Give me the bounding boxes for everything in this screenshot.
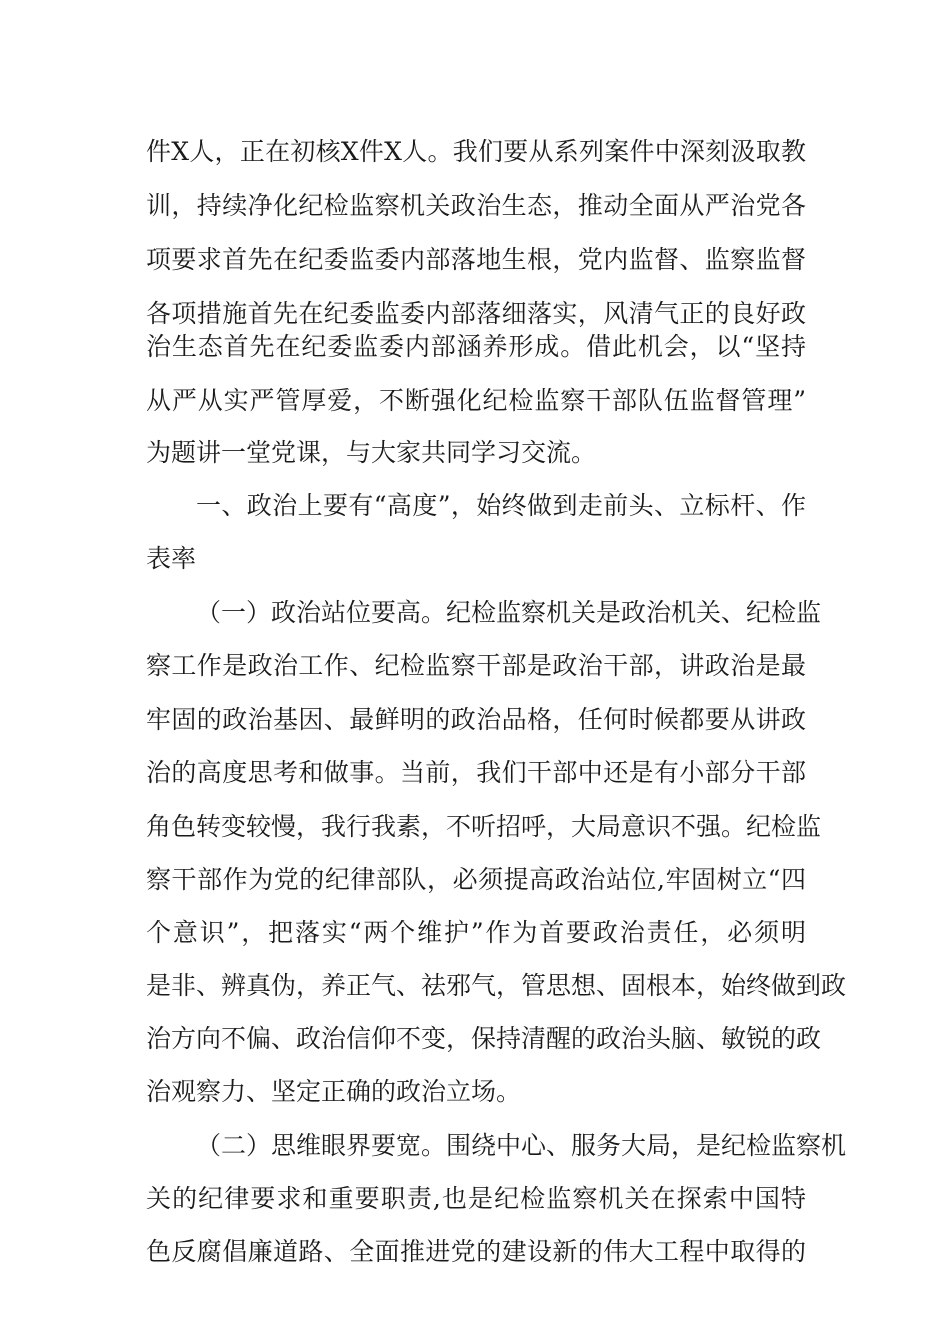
text-line: 是非、辨真伪，养正气、祛邪气，管思想、固根本，始终做到政 bbox=[146, 971, 847, 1000]
text-line: 训，持续净化纪检监察机关政治生态，推动全面从严治党各 bbox=[146, 191, 806, 220]
subsection-heading: （二）思维眼界要宽。围绕中心、服务大局，是纪检监察机 bbox=[196, 1131, 847, 1160]
text-line: 为题讲一堂党课，与大家共同学习交流。 bbox=[146, 438, 597, 467]
text-line: 治观察力、坚定正确的政治立场。 bbox=[146, 1077, 522, 1106]
text-line: 察工作是政治工作、纪检监察干部是政治干部，讲政治是最 bbox=[146, 651, 806, 680]
text-line: 角色转变较慢，我行我素，不听招呼，大局意识不强。纪检监 bbox=[146, 812, 822, 841]
text-line: 治生态首先在纪委监委内部涵养形成。借此机会，以“坚持 bbox=[146, 332, 806, 361]
text-line: 各项措施首先在纪委监委内部落细落实，风清气正的良好政 bbox=[146, 299, 806, 328]
text-line: 件X人，正在初核X件X人。我们要从系列案件中深刻汲取教 bbox=[146, 137, 806, 166]
text-line: 项要求首先在纪委监委内部落地生根，党内监督、监察监督 bbox=[146, 245, 806, 274]
section-heading: 一、政治上要有“高度”，始终做到走前头、立标杆、作 bbox=[196, 491, 806, 520]
text-line: 察干部作为党的纪律部队，必须提高政治站位,牢固树立“四 bbox=[146, 865, 806, 894]
text-line: 牢固的政治基因、最鲜明的政治品格，任何时候都要从讲政 bbox=[146, 705, 806, 734]
text-line: 个意识”，把落实“两个维护”作为首要政治责任，必须明 bbox=[146, 918, 806, 947]
text-line: 治的高度思考和做事。当前，我们干部中还是有小部分干部 bbox=[146, 758, 806, 787]
text-line: 从严从实严管厚爱，不断强化纪检监察干部队伍监督管理” bbox=[146, 386, 806, 415]
text-line: 色反腐倡廉道路、全面推进党的建设新的伟大工程中取得的 bbox=[146, 1237, 806, 1266]
subsection-heading: （一）政治站位要高。纪检监察机关是政治机关、纪检监 bbox=[196, 598, 822, 627]
text-line: 治方向不偏、政治信仰不变，保持清醒的政治头脑、敏锐的政 bbox=[146, 1024, 822, 1053]
section-heading: 表率 bbox=[146, 544, 197, 573]
text-line: 关的纪律要求和重要职责,也是纪检监察机关在探索中国特 bbox=[146, 1184, 806, 1213]
